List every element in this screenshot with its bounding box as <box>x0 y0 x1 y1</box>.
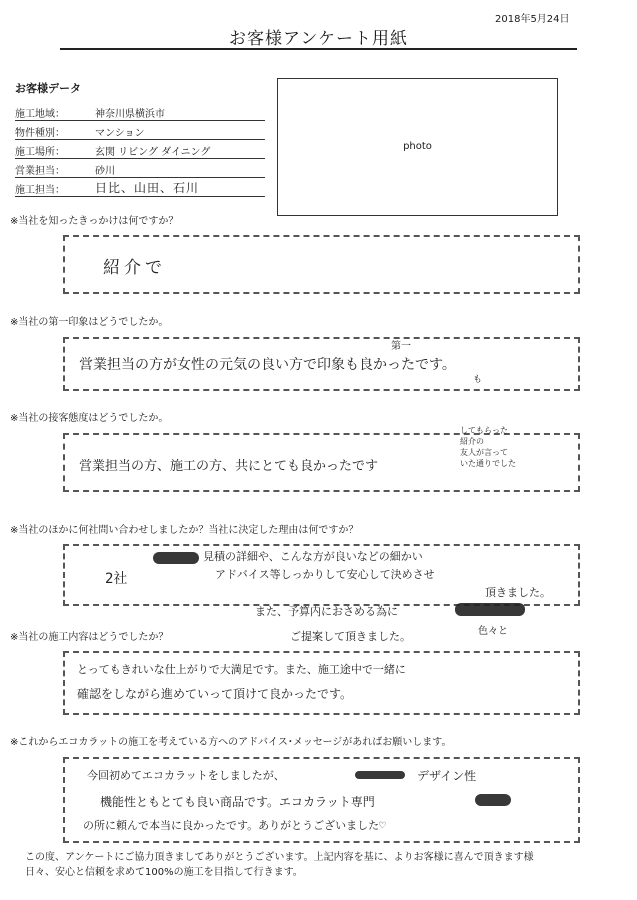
answer-5-line-1: とってもきれいな仕上がりで大満足です。また、施工途中で一緒に <box>77 663 406 676</box>
info-label-installer: 施工担当： <box>15 185 65 196</box>
info-value-installer: 日比、山田、石川 <box>95 181 200 195</box>
question-4: ※当社のほかに何社問い合わせしましたか？当社に決定した理由は何ですか？ <box>10 525 359 536</box>
answer-box-2 <box>63 337 580 391</box>
info-value-area: 神奈川県横浜市 <box>95 109 165 120</box>
answer-box-6 <box>63 757 580 843</box>
answer-1-text: 紹介で <box>103 258 166 278</box>
question-6: ※これからエコカラットの施工を考えている方へのアドバイス･メッセージがあればお願いします。 <box>10 737 452 748</box>
info-row-installer <box>15 179 265 197</box>
info-row-location <box>15 141 265 159</box>
answer-3-note-line: 友人が言って <box>460 448 508 457</box>
answer-3-note <box>460 425 516 469</box>
info-row-sales <box>15 160 265 178</box>
answer-2-insert: 第一 <box>391 341 411 352</box>
footer-line: この度、アンケートにご協力頂きましてありがとうございます。上記内容を基に、よりお客様に喜んで頂きます様 <box>25 852 534 863</box>
info-value-location: 玄関 リビング ダイニング <box>95 147 211 158</box>
photo-label: photo <box>403 141 432 152</box>
info-label-property: 物件種別： <box>15 128 65 139</box>
info-row-area <box>15 103 265 121</box>
answer-6-line-3: の所に頼んで本当に良かったです。ありがとうございました♡ <box>83 819 386 832</box>
answer-6-line-1: 今回初めてエコカラットをしましたが、 <box>87 769 285 782</box>
customer-data-heading: お客様データ <box>15 82 81 95</box>
answer-6-line-2: 機能性ともとても良い商品です。エコカラット専門 <box>100 795 375 809</box>
answer-box-3 <box>63 426 580 492</box>
answer-5-line-2: 確認をしながら進めていって頂けて良かったです。 <box>77 687 353 701</box>
answer-6-line-1b: デザイン性 <box>417 769 477 783</box>
info-label-area: 施工地域： <box>15 109 65 120</box>
info-value-property: マンション <box>95 128 145 139</box>
scribbled-out-text <box>475 794 511 806</box>
footer-message <box>25 850 615 880</box>
survey-date: 2018年5月24日 <box>495 14 570 25</box>
title-underline <box>60 48 577 50</box>
answer-3-note-line: いた通りでした <box>460 459 516 468</box>
answer-4-line-5: ご提案して頂きました。 <box>290 630 411 643</box>
answer-3-text: 営業担当の方、施工の方、共にとても良かったです <box>79 459 379 474</box>
answer-2-text: 営業担当の方が女性の元気の良い方で印象も良かったです。 <box>79 357 456 373</box>
answer-3-note-line: してもらった <box>460 426 508 435</box>
question-1: ※当社を知ったきっかけは何ですか？ <box>10 216 179 227</box>
answer-3-note-line: 紹介の <box>460 437 484 446</box>
answer-4-line-4: また、予算内におさめる為に <box>255 605 398 618</box>
answer-4-line-4b: 色々と <box>478 626 508 637</box>
page-title: お客様アンケート用紙 <box>229 29 408 49</box>
scribbled-out-text <box>455 603 525 616</box>
info-value-sales: 砂川 <box>95 166 115 177</box>
scribbled-out-text <box>355 771 405 779</box>
info-label-sales: 営業担当： <box>15 166 65 177</box>
answer-2-insert-2: も <box>473 375 483 385</box>
footer-line: 日々、安心と信頼を求めて100%の施工を目指して行きます。 <box>25 867 303 878</box>
question-3: ※当社の接客態度はどうでしたか。 <box>10 413 169 424</box>
photo-box <box>277 78 558 216</box>
info-label-location: 施工場所： <box>15 147 65 158</box>
answer-box-1 <box>63 235 580 294</box>
answer-4-count: 2社 <box>105 571 128 587</box>
info-row-property <box>15 122 265 140</box>
answer-box-5 <box>63 651 580 715</box>
question-5: ※当社の施工内容はどうでしたか？ <box>10 632 169 643</box>
answer-4-line-3: 頂きました。 <box>485 586 551 599</box>
answer-4-line-2: アドバイス等しっかりして安心して決めさせ <box>215 568 435 581</box>
question-2: ※当社の第一印象はどうでしたか。 <box>10 317 169 328</box>
answer-4-line-1: 見積の詳細や、こんな方が良いなどの細かい <box>203 550 423 563</box>
scribbled-out-text <box>153 552 199 564</box>
answer-box-4 <box>63 544 580 606</box>
